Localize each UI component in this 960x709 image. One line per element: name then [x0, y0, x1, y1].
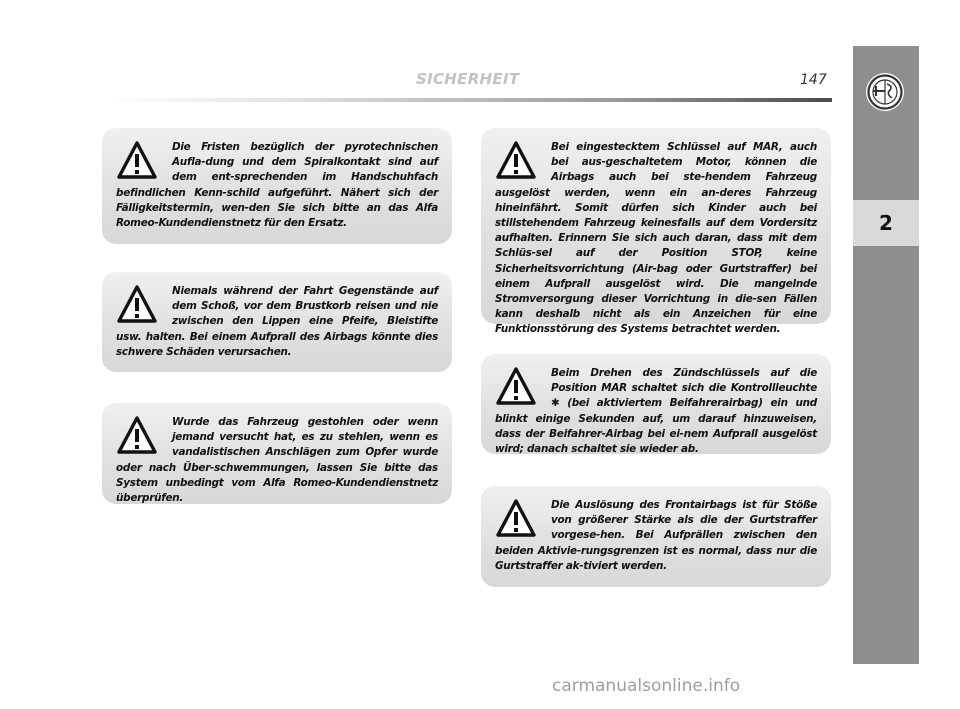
- warning-box-airbag-service: [102, 128, 452, 244]
- warning-triangle-icon: [116, 284, 158, 324]
- warning-triangle-icon: [116, 140, 158, 180]
- warning-triangle-icon: [495, 498, 537, 538]
- watermark: carmanualsonline.info: [552, 676, 741, 696]
- warning-box-key-on-mar: [481, 128, 831, 336]
- header-rule: [110, 98, 832, 102]
- warning-triangle-icon: [495, 366, 537, 406]
- warning-box-warning-light: [481, 354, 831, 454]
- warning-text: Beim Drehen des Zündschlüssels auf die Position MAR schaltet sich die Kontrollleuchte ✱ (bei aktiviertem Beifahrerairbag) ein und blinkt einige Sekunden auf, um darauf hinzuweisen, dass der Beifahrer-Airbag bei ei-nem Aufprall ausgelöst wird; danach schaltet sie wieder ab.: [495, 367, 817, 456]
- header-title: SICHERHEIT: [416, 70, 520, 88]
- warning-triangle-icon: [116, 415, 158, 455]
- warning-box-front-airbag: [481, 486, 831, 587]
- warning-text: Die Fristen bezüglich der pyrotechnischen Aufla-dung und dem Spiralkontakt sind auf dem ent-sprechenden im Handschuhfach befindlichen Kenn-schild aufgeführt. Nähert sich der Fälligkeitstermin, wen-den Sie sich bitte an das Alfa Romeo-Kundendienstnetz für den Ersatz.: [116, 141, 438, 230]
- warning-triangle-icon: [495, 140, 537, 180]
- warning-text: Niemals während der Fahrt Gegenstände auf dem Schoß, vor dem Brustkorb reisen und nie zwischen den Lippen eine Pfeife, Bleistifte usw. halten. Bei einem Aufprall des Airbags könnte dies schwere Schäden verursachen.: [116, 285, 438, 358]
- chapter-number: 2: [853, 200, 919, 246]
- alfa-romeo-logo-icon: [865, 72, 905, 112]
- warning-box-objects-on-lap: [102, 272, 452, 372]
- warning-box-stolen-vehicle: [102, 403, 452, 504]
- page-number: 147: [800, 72, 827, 88]
- warning-text: Wurde das Fahrzeug gestohlen oder wenn jemand versucht hat, es zu stehlen, wenn es vandalistischen Anschlägen zum Opfer wurde oder nach Über-schwemmungen, lassen Sie bitte das System unbedingt vom Alfa Romeo-Kundendienstnetz überprüfen.: [116, 416, 438, 505]
- warning-text: Die Auslösung des Frontairbags ist für Stöße von größerer Stärke als die der Gurtstraffer vorgese-hen. Bei Aufprällen zwischen den beiden Aktivie-rungsgrenzen ist es normal, dass nur die Gurtstraffer ak-tiviert werden.: [495, 499, 817, 572]
- warning-text: Bei eingestecktem Schlüssel auf MAR, auch bei aus-geschaltetem Motor, können die Airbags auch bei ste-hendem Fahrzeug ausgelöst werden, wenn ein an-deres Fahrzeug hineinfährt. Somit dürfen sich Kinder auch bei stillstehendem Fahrzeug keinesfalls auf dem Vordersitz aufhalten. Erinnern Sie sich auch daran, dass mit dem Schlüs-sel auf der Position STOP, keine Sicherheitsvorrichtung (Air-bag oder Gurtstraffer) bei einem Aufprall ausgelöst wird. Die mangelnde Stromversorgung dieser Vorrichtung in die-sen Fällen kann deshalb nicht als ein Anzeichen für eine Funktionsstörung des Systems betrachtet werden.: [495, 141, 817, 336]
- side-tab: [853, 46, 919, 664]
